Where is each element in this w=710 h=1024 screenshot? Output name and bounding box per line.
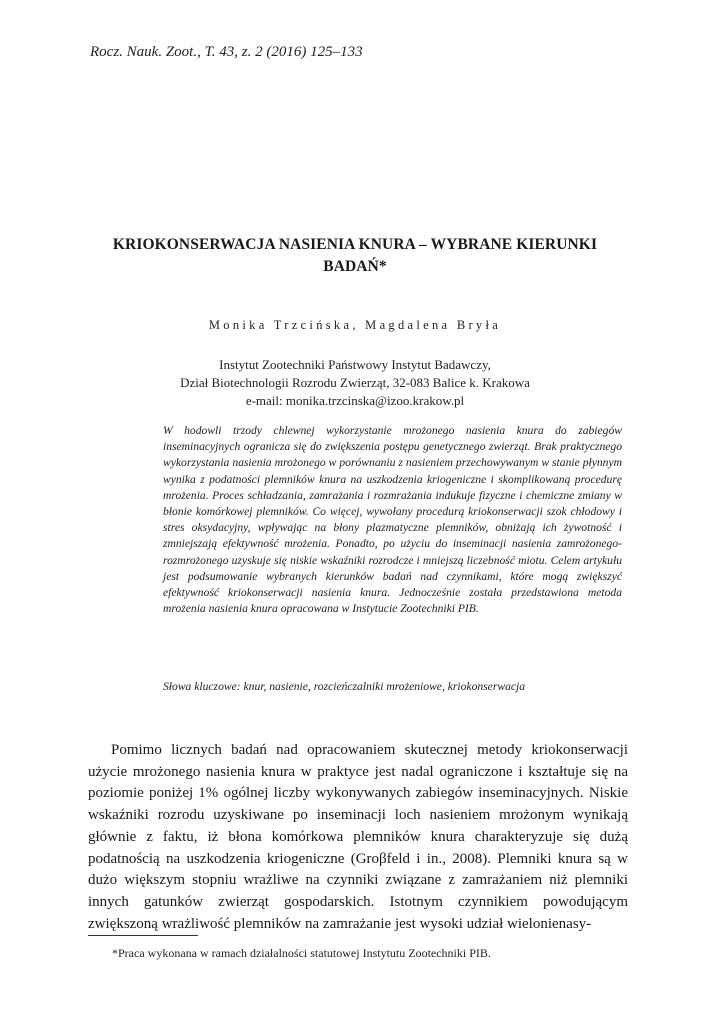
affiliation-department: Dział Biotechnologii Rozrodu Zwierząt, 32-083 Balice k. Krakowa <box>180 375 530 390</box>
affiliation-institute: Instytut Zootechniki Państwowy Instytut Badawczy, <box>219 357 491 372</box>
abstract: W hodowli trzody chlewnej wykorzystanie mrożonego nasienia knura do zabiegów inseminacyjnych ogranicza się do zwiększenia postępu genetycznego zwierząt. Brak praktycznego wykorzystania nasienia mrożonego w porównaniu z nasieniem przechowywanym w stanie płynnym wynika z podatności plemników knura na uszkodzenia kriogeniczne i skomplikowaną procedurę mrożenia. Proces schładzania, zamrażania i rozmrażania indukuje fizyczne i chemiczne zmiany w błonie komórkowej plemników. Co więcej, wywołany procedurą kriokonserwacji szok chłodowy i stres oksydacyjny, wpływając na błony plazmatyczne plemników, obniżają ich żywotność i zmniejszają efektywność mrożenia. Ponadto, po użyciu do inseminacji nasienia zamrożonego-rozmrożonego uzyskuje się niskie wskaźniki rozrodcze i mniejszą liczebność miotu. Celem artykułu jest podsumowanie wybranych kierunków badań nad czynnikami, które mogą zwiększyć efektywność kriokonserwacji nasienia knura. Jednocześnie została przedstawiona metoda mrożenia nasienia knura opracowana w Instytucie Zootechniki PIB. <box>163 424 622 616</box>
body-paragraph: Pomimo licznych badań nad opracowaniem skutecznej metody kriokonserwacji użycie mrożonego nasienia knura w praktyce jest nadal ograniczone i kształtuje się na poziomie poniżej 1% ogólnej liczby wykonywanych zabiegów inseminacyjnych. Niskie wskaźniki rozrodu uzyskiwane po inseminacji loch nasieniem mrożonym wynikają głównie z faktu, iż błona komórkowa plemników knura charakteryzuje się dużą podatnością na uszkodzenia kriogeniczne (Groβfeld i in., 2008). Plemniki knura są w dużo większym stopniu wrażliwe na czynniki związane z zamrażaniem niż plemniki innych gatunków zwierząt gospodarskich. Istotnym czynnikiem powodującym zwiększoną wrażliwość plemników na zamrażanie jest wysoki udział wielonienasy- <box>88 742 628 932</box>
keywords: Słowa kluczowe: knur, nasienie, rozcieńczalniki mrożeniowe, kriokonserwacja <box>163 680 526 693</box>
affiliation <box>95 356 615 410</box>
journal-reference: Rocz. Nauk. Zoot., T. 43, z. 2 (2016) 125–133 <box>90 44 363 60</box>
article-title: KRIOKONSERWACJA NASIENIA KNURA – WYBRANE KIERUNKI BADAŃ* <box>112 236 598 275</box>
footnote-divider <box>88 935 198 936</box>
footnote: *Praca wykonana w ramach działalności statutowej Instytutu Zootechniki PIB. <box>112 946 491 960</box>
article-authors: Monika Trzcińska, Magdalena Bryła <box>208 318 502 332</box>
affiliation-email: e-mail: monika.trzcinska@izoo.krakow.pl <box>245 393 465 408</box>
